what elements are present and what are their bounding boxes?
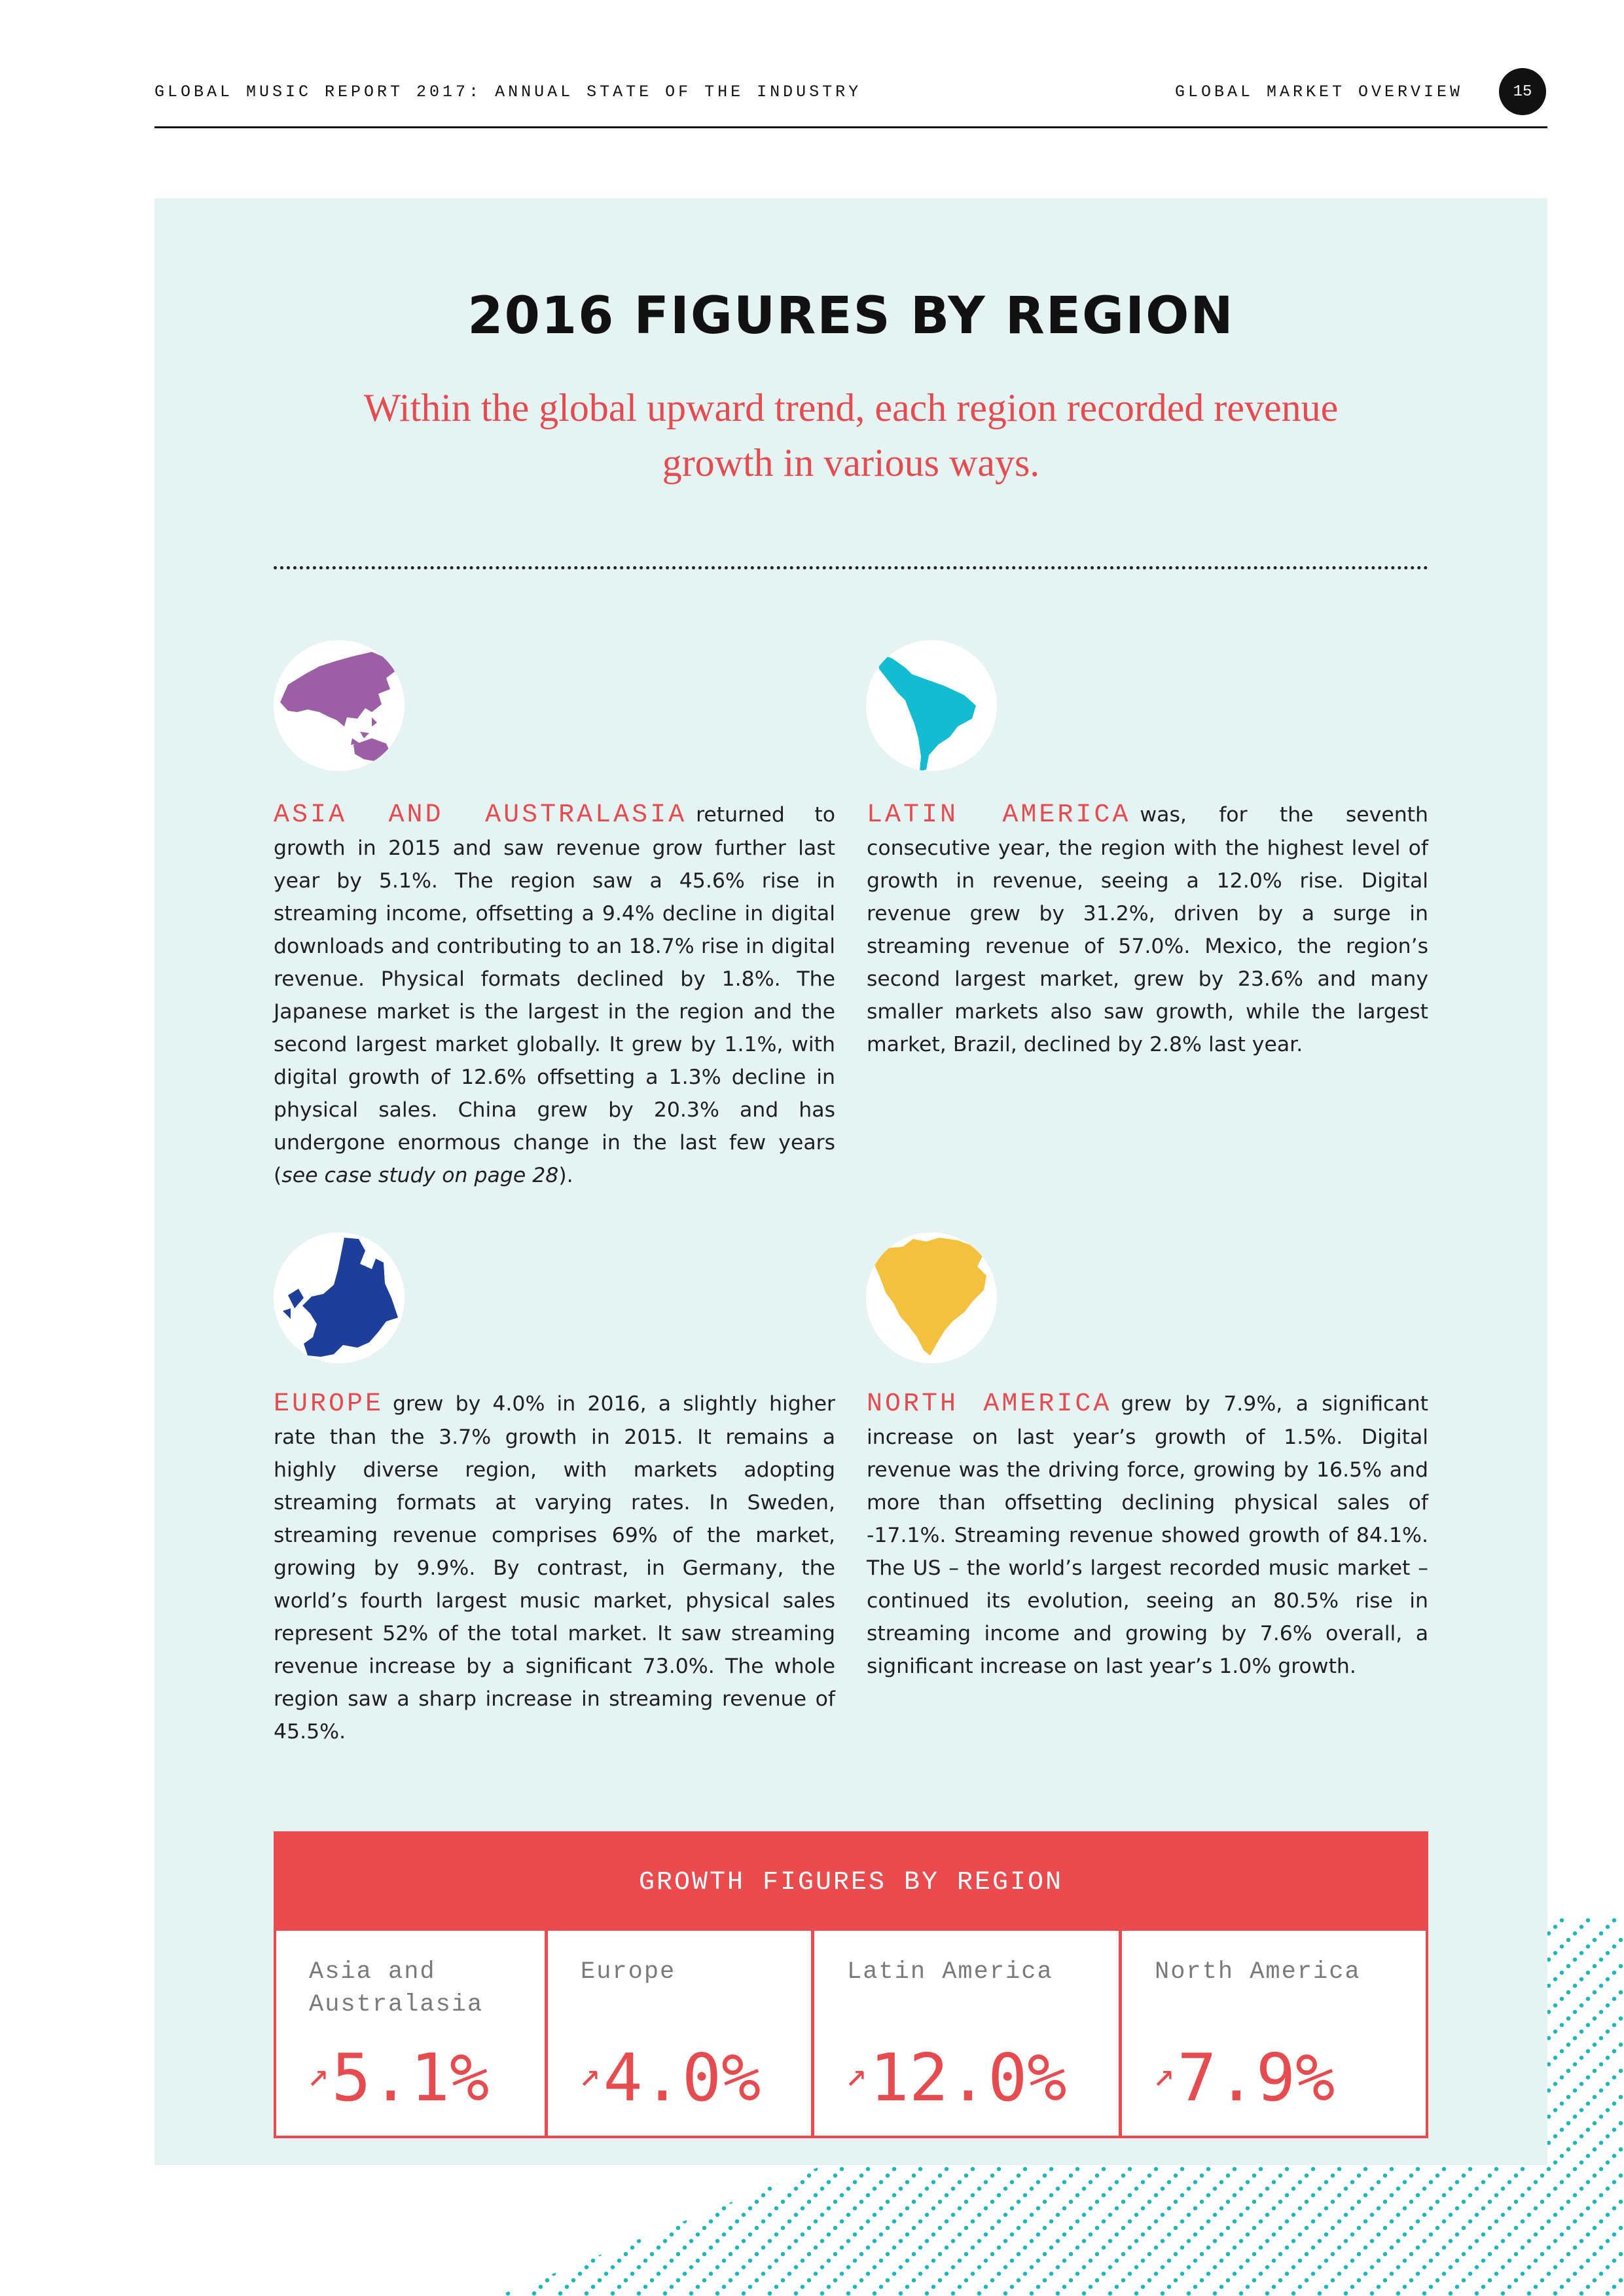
growth-value-text: 5.1% (331, 2039, 490, 2116)
growth-cell-latin-america (811, 1931, 1119, 2138)
growth-cell-value (308, 2039, 490, 2116)
north-america-section (867, 1388, 1428, 1683)
growth-cell-asia (276, 1931, 545, 2138)
europe-section (274, 1388, 835, 1748)
growth-cell-value (579, 2039, 761, 2116)
growth-cell-label: North America (1155, 1958, 1361, 1986)
up-right-arrow-icon: ↗ (308, 2053, 329, 2094)
up-right-arrow-icon: ↗ (1153, 2053, 1175, 2094)
europe-map-icon (274, 1232, 405, 1363)
region-name-asia: ASIA AND AUSTRALASIA (274, 800, 687, 830)
growth-cell-europe (545, 1931, 811, 2138)
panel-subtitle: Within the global upward trend, each region recorded revenue growth in various ways. (363, 386, 1339, 484)
page-number-badge: 15 (1499, 68, 1546, 115)
region-name-latin-america: LATIN AMERICA (867, 800, 1131, 830)
growth-cell-label: Europe (581, 1958, 676, 1986)
growth-value-text: 7.9% (1177, 2039, 1335, 2116)
growth-figures-table (274, 1831, 1428, 2138)
growth-value-text: 12.0% (869, 2039, 1067, 2116)
region-body-latin-america: was, for the seventh consecutive year, the region with the highest level of growth in revenue, seeing a 12.0% rise. Digital revenue grew by 31.2%, driven by a surge in streaming revenue of 57.0%. Mexico, the region’s second largest market, grew by 23.6% and many smaller markets also saw growth, while the largest market, Brazil, declined by 2.8% last year. (867, 803, 1428, 1056)
growth-cell-label: Asia and Australasia (309, 1958, 484, 2018)
report-title-header: GLOBAL MUSIC REPORT 2017: ANNUAL STATE OF THE INDUSTRY (154, 82, 862, 101)
latin-america-section (867, 798, 1428, 1061)
growth-table-title: GROWTH FIGURES BY REGION (276, 1834, 1426, 1931)
up-right-arrow-icon: ↗ (846, 2053, 867, 2094)
header-rule (154, 126, 1547, 128)
region-body-europe: grew by 4.0% in 2016, a slightly higher rate than the 3.7% growth in 2015. It remains a highly diverse region, with markets adopting streaming formats at varying rates. In Sweden, streaming revenue comprises 69% of the market, growing by 9.9%. By contrast, in Germany, the world’s fourth largest music market, physical sales represent 52% of the total market. It saw streaming revenue increase by a significant 73.0%. The whole region saw a sharp increase in streaming revenue of 45.5%. (274, 1392, 835, 1744)
growth-cell-value (846, 2039, 1067, 2116)
dotted-divider (274, 566, 1428, 569)
up-right-arrow-icon: ↗ (579, 2053, 601, 2094)
region-body-asia-end: ). (558, 1164, 573, 1187)
region-figures-panel (154, 198, 1547, 2165)
north-america-map-icon (866, 1232, 997, 1363)
region-body-north-america: grew by 7.9%, a significant increase on last year’s growth of 1.5%. Digital revenue was the driving force, growing by 16.5% and more than offsetting declining physical sales of -17.1%. Streaming revenue showed growth of 84.1%. The US – the world’s largest recorded music market – continued its evolution, seeing an 80.5% rise in streaming income and growing by 7.6% overall, a significant increase on last year’s 1.0% growth. (867, 1392, 1428, 1678)
growth-cell-value (1153, 2039, 1335, 2116)
asia-australasia-map-icon (274, 640, 405, 771)
asia-australasia-section (274, 798, 835, 1192)
growth-cell-north-america (1119, 1931, 1426, 2138)
region-name-north-america: NORTH AMERICA (867, 1390, 1112, 1419)
latin-america-map-icon (866, 640, 997, 771)
growth-cell-label: Latin America (847, 1958, 1053, 1986)
region-name-europe: EUROPE (274, 1390, 384, 1419)
case-study-reference: see case study on page 28 (281, 1164, 559, 1187)
panel-title: 2016 FIGURES BY REGION (467, 287, 1235, 346)
section-title-header: GLOBAL MARKET OVERVIEW (1174, 82, 1463, 101)
region-body-asia: returned to growth in 2015 and saw revenue grow further last year by 5.1%. The region saw a 45.6% rise in streaming income, offsetting a 9.4% decline in digital downloads and contributing to an 18.7% rise in digital revenue. Physical formats declined by 1.8%. The Japanese market is the largest in the region and the second largest market globally. It grew by 1.1%, with digital growth of 12.6% offsetting a 1.3% decline in physical sales. China grew by 20.3% and has undergone enormous change in the last few years ( (274, 803, 835, 1187)
growth-value-text: 4.0% (603, 2039, 761, 2116)
